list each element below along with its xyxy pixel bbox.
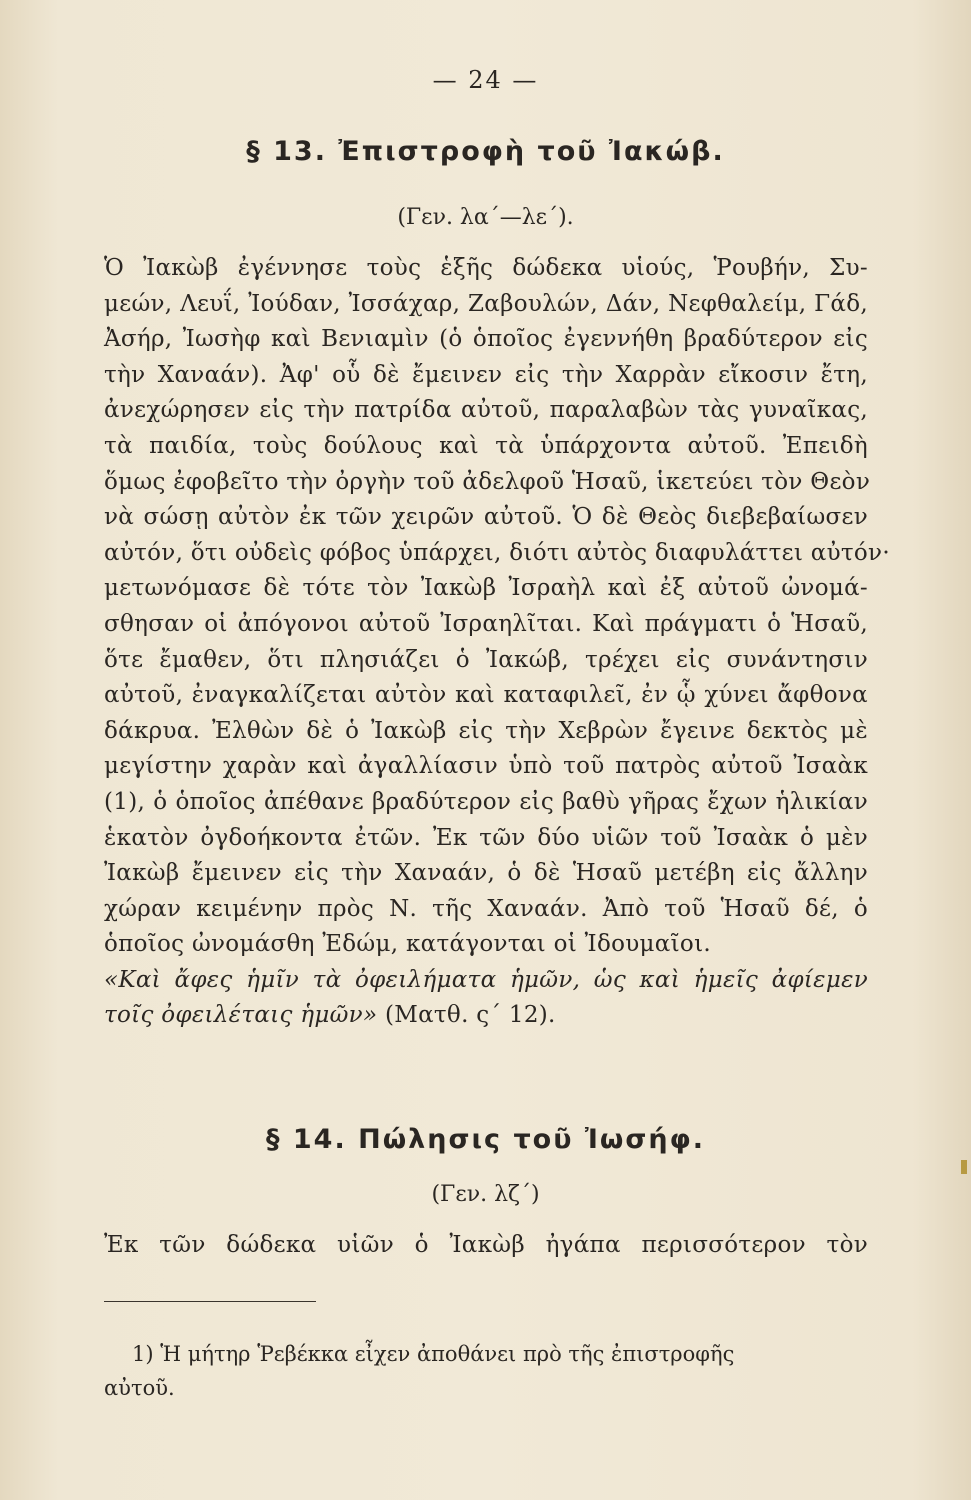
quote-line-end: [104, 998, 868, 1034]
quote-line: «Καὶ ἄφες ἡμῖν τὰ ὀφειλήματα ἡμῶν, ὡς καὶ ἡμεῖς ἀφίεμεν: [104, 966, 868, 993]
body-line: Ὁ Ἰακὼβ ἐγέννησε τοὺς ἑξῆς δώδεκα υἱούς, Ῥουβήν, Συ-: [104, 255, 868, 281]
body-line: Ἐκ τῶν δώδεκα υἱῶν ὁ Ἰακὼβ ἠγάπα περισσότερον τὸν: [104, 1232, 868, 1258]
footnote-line: αὐτοῦ.: [104, 1376, 175, 1400]
section-14-body: [104, 1228, 868, 1264]
section-13-body: [104, 251, 890, 1034]
body-line: ἀνεχώρησεν εἰς τὴν πατρίδα αὐτοῦ, παραλαβὼν τὰς γυναῖκας,: [104, 397, 868, 424]
body-line: μεών, Λευΐ, Ἰούδαν, Ἰσσάχαρ, Ζαβουλών, Δάν, Νεφθαλείμ, Γάδ,: [104, 290, 868, 317]
footnote-line: 1) Ἡ μήτηρ Ῥεβέκκα εἶχεν ἀποθάνει πρὸ τῆς ἐπιστροφῆς: [132, 1342, 735, 1366]
quote-text: τοῖς ὀφειλέταις ἡμῶν»: [104, 1002, 378, 1029]
body-line: Ἰακὼβ ἔμεινεν εἰς τὴν Χαναάν, ὁ δὲ Ἡσαῦ μετέβη εἰς ἄλλην: [104, 860, 868, 887]
body-line: σθησαν οἱ ἀπόγονοι αὐτοῦ Ἰσραηλῖται. Καὶ πράγματι ὁ Ἡσαῦ,: [104, 610, 868, 637]
body-line: αὐτοῦ, ἐναγκαλίζεται αὐτὸν καὶ καταφιλεῖ, ἐν ᾧ χύνει ἄφθονα: [104, 682, 868, 709]
body-line: τὰ παιδία, τοὺς δούλους καὶ τὰ ὑπάρχοντα αὐτοῦ. Ἐπειδὴ: [104, 432, 868, 459]
body-line: χώραν κειμένην πρὸς Ν. τῆς Χαναάν. Ἀπὸ τοῦ Ἡσαῦ δέ, ὁ: [104, 895, 868, 922]
page-edge-mark: [961, 1160, 967, 1174]
section-14-heading: § 14. Πώλησις τοῦ Ἰωσήφ.: [265, 1124, 705, 1155]
body-line: δάκρυα. Ἐλθὼν δὲ ὁ Ἰακὼβ εἰς τὴν Χεβρὼν ἔγεινε δεκτὸς μὲ: [104, 717, 868, 744]
body-line: νὰ σώσῃ αὐτὸν ἐκ τῶν χειρῶν αὐτοῦ. Ὁ δὲ Θεὸς διεβεβαίωσεν: [104, 504, 868, 531]
footnote: [104, 1337, 860, 1405]
body-line: Ἀσήρ, Ἰωσὴφ καὶ Βενιαμὶν (ὁ ὁποῖος ἐγεννήθη βραδύτερον εἰς: [104, 326, 868, 353]
body-line: ὅμως ἐφοβεῖτο τὴν ὀργὴν τοῦ ἀδελφοῦ Ἡσαῦ, ἱκετεύει τὸν Θεὸν: [104, 468, 871, 495]
quote-reference: (Ματθ. ς΄ 12).: [377, 1002, 556, 1029]
body-line: ὁποῖος ὠνομάσθη Ἐδώμ, κατάγονται οἱ Ἰδουμαῖοι.: [104, 931, 711, 958]
page-number: — 24 —: [432, 66, 539, 94]
footnote-divider: [104, 1301, 316, 1302]
section-14-reference: (Γεν. λζ΄): [431, 1182, 540, 1207]
body-line: τὴν Χαναάν). Ἀφ' οὗ δὲ ἔμεινεν εἰς τὴν Χαρρὰν εἴκοσιν ἔτη,: [104, 361, 868, 388]
body-line: ἑκατὸν ὀγδοήκοντα ἐτῶν. Ἐκ τῶν δύο υἱῶν τοῦ Ἰσαὰκ ὁ μὲν: [104, 824, 868, 851]
section-13-reference: (Γεν. λα΄—λε΄).: [397, 205, 574, 230]
section-13-heading: § 13. Ἐπιστροφὴ τοῦ Ἰακώβ.: [246, 136, 725, 167]
body-line: (1), ὁ ὁποῖος ἀπέθανε βραδύτερον εἰς βαθὺ γῆρας ἔχων ἡλικίαν: [104, 788, 868, 815]
body-line: μεγίστην χαρὰν καὶ ἀγαλλίασιν ὑπὸ τοῦ πατρὸς αὐτοῦ Ἰσαὰκ: [104, 753, 868, 780]
body-line: μετωνόμασε δὲ τότε τὸν Ἰακὼβ Ἰσραὴλ καὶ ἐξ αὐτοῦ ὠνομά-: [104, 575, 868, 602]
body-line: ὅτε ἔμαθεν, ὅτι πλησιάζει ὁ Ἰακώβ, τρέχει εἰς συνάντησιν: [104, 646, 868, 673]
body-line: αὐτόν, ὅτι οὐδεὶς φόβος ὑπάρχει, διότι αὐτὸς διαφυλάττει αὐτόν·: [104, 539, 890, 566]
